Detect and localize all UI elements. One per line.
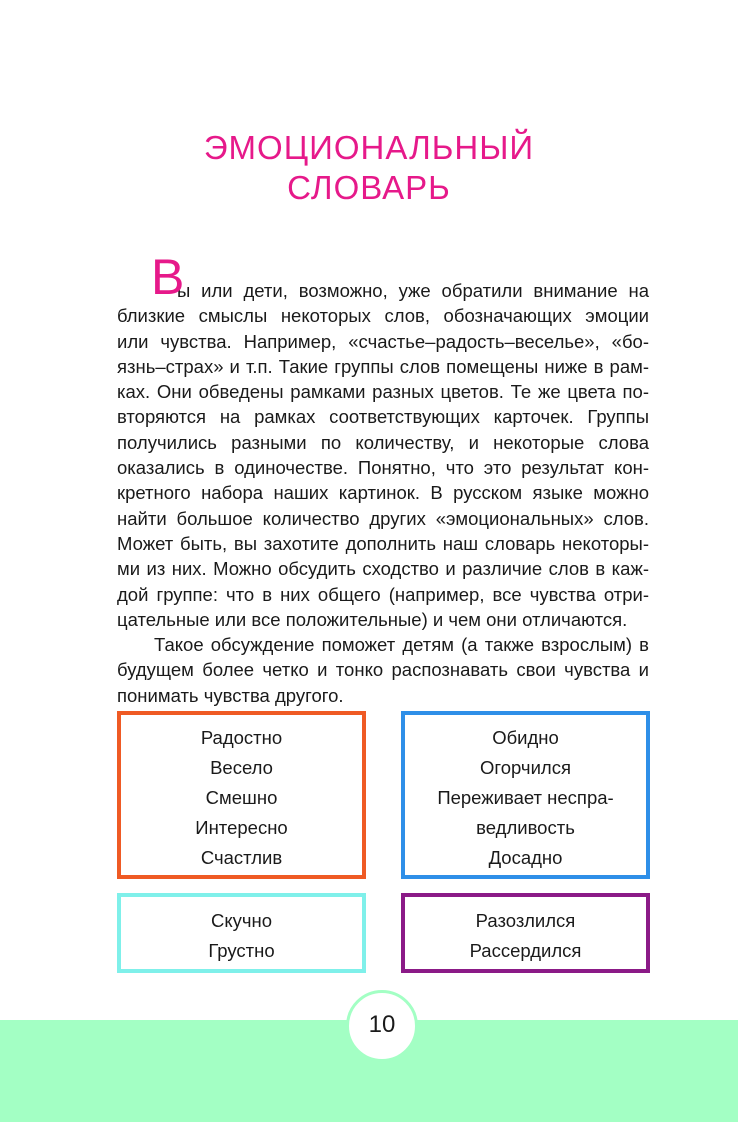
paragraph-1-line: вторяются на рамках соответствующих карточек. Группы bbox=[117, 406, 649, 428]
word-item: Переживает неспра- bbox=[437, 787, 614, 808]
word-item: Обидно bbox=[492, 727, 559, 748]
page-title-line-2: СЛОВАРЬ bbox=[287, 169, 451, 206]
paragraph-1-line: Может быть, вы захотите дополнить наш словарь некоторы- bbox=[117, 532, 649, 554]
paragraph-1-line: оказались в одиночестве. Понятно, что это результат кон- bbox=[117, 457, 649, 479]
body-text bbox=[117, 249, 649, 708]
word-item: Весело bbox=[210, 757, 273, 778]
word-item: Радостно bbox=[200, 727, 283, 748]
paragraph-1 bbox=[117, 278, 649, 632]
word-item: Скучно bbox=[210, 910, 273, 931]
paragraph-1-line: ми из них. Можно обсудить сходство и различие слов в каж- bbox=[117, 558, 649, 580]
paragraph-1-line: дой группе: что в них общего (например, все чувства отри- bbox=[117, 583, 649, 605]
paragraph-1-line: или чувства. Например, «счастье–радость–веселье», «бо- bbox=[117, 330, 649, 352]
paragraph-1-line: кретного набора наших картинок. В русском языке можно bbox=[117, 482, 649, 504]
word-item: Смешно bbox=[205, 787, 278, 808]
page-title bbox=[0, 128, 738, 208]
angry-words-box bbox=[401, 893, 650, 973]
paragraph-1-line: ках. Они обведены рамками разных цветов. Те же цвета по- bbox=[117, 381, 649, 403]
paragraph-2-line: будущем более четко и тонко распознавать свои чувства и bbox=[117, 659, 649, 681]
paragraph-1-line: язнь–страх» и т.п. Такие группы слов помещены ниже в рам- bbox=[117, 355, 649, 377]
sad-words-box bbox=[117, 893, 366, 973]
drop-cap: В bbox=[151, 249, 185, 305]
page-title-line-1: ЭМОЦИОНАЛЬНЫЙ bbox=[203, 129, 535, 166]
word-item: Досадно bbox=[488, 847, 563, 868]
joy-words-box bbox=[117, 711, 366, 879]
paragraph-1-line: ы или дети, возможно, уже обратили внимание на bbox=[177, 280, 649, 301]
word-item: ведливость bbox=[476, 817, 575, 838]
word-item: Рассердился bbox=[469, 940, 582, 961]
word-item: Грустно bbox=[208, 940, 275, 961]
page-number: 10 bbox=[368, 1011, 396, 1038]
paragraph-2-line: понимать чувства другого. bbox=[117, 684, 344, 706]
page-number-badge bbox=[346, 990, 418, 1062]
paragraph-2 bbox=[117, 632, 649, 708]
word-item: Счастлив bbox=[200, 847, 283, 868]
paragraph-2-line: Такое обсуждение поможет детям (а также взрослым) в bbox=[154, 634, 649, 656]
paragraph-1-line: найти большое количество других «эмоциональных» слов. bbox=[117, 507, 649, 529]
paragraph-1-line: получились разными по количеству, и некоторые слова bbox=[117, 431, 649, 453]
word-item: Разозлился bbox=[475, 910, 576, 931]
word-item: Интересно bbox=[195, 817, 288, 838]
paragraph-1-line: близкие смыслы некоторых слов, обозначающих эмоции bbox=[117, 305, 649, 327]
paragraph-1-line: цательные или все положительные) и чем они отличаются. bbox=[117, 608, 628, 630]
hurt-words-box bbox=[401, 711, 650, 879]
word-item: Огорчился bbox=[480, 757, 571, 778]
